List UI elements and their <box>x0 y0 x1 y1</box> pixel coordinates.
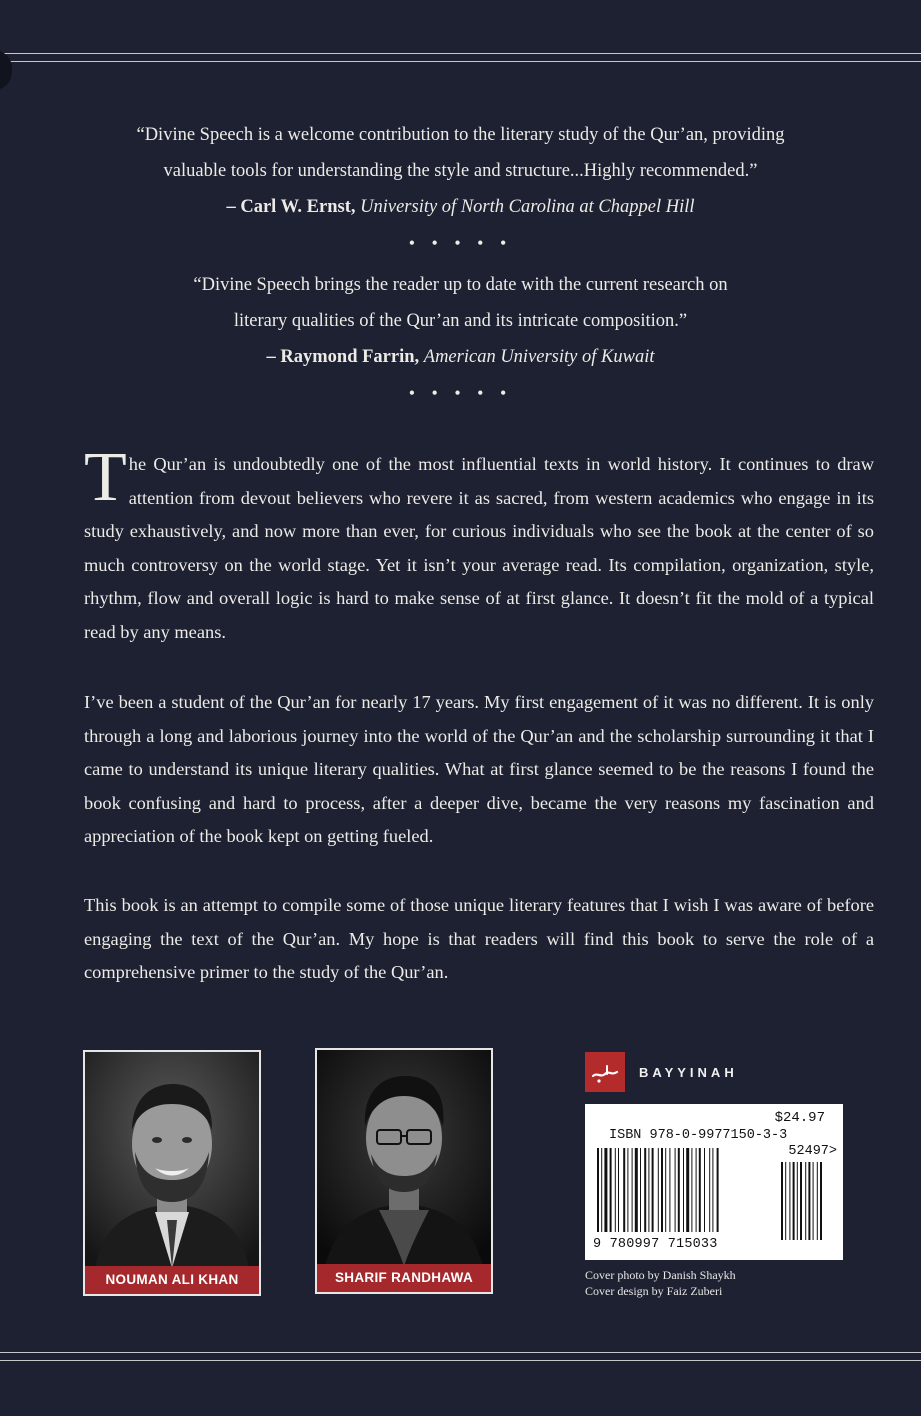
price-addon-code: 52497> <box>788 1144 837 1159</box>
description-paragraph-2 <box>84 686 874 854</box>
paragraph-text: I’ve been a student of the Qur’an for nearly 17 years. My first engagement of it was no different. It is only through a long and laborious journey into the world of the Qur’an and the scholarship surrounding it that I came to understand its unique literary qualities. What at first glance seemed to be the reasons I found the book confusing and hard to process, after a deeper dive, became the very reasons my fascination and appreciation of the book kept on getting fueled. <box>84 692 874 847</box>
praise-quote-1 <box>40 117 881 253</box>
barcode-bar <box>665 1148 666 1232</box>
barcode-bar <box>709 1148 710 1232</box>
praise-line: literary qualities of the Qur’an and its intricate composition.” <box>233 311 688 331</box>
barcode-bar <box>686 1148 689 1232</box>
praise-line: valuable tools for understanding the style and structure...Highly recommended.” <box>163 161 758 181</box>
barcode-bar <box>597 1148 599 1232</box>
design-credit: Cover design by Faiz Zuberi <box>585 1284 723 1298</box>
bottom-rule-outer <box>0 1360 921 1361</box>
barcode-bar <box>661 1148 663 1232</box>
separator-dots: • • • • • <box>408 233 513 253</box>
barcode-bar <box>648 1148 649 1232</box>
barcode-addon-bar <box>781 1162 783 1240</box>
barcode-bar <box>658 1148 659 1232</box>
separator-dots: • • • • • <box>408 383 513 403</box>
barcode-bar <box>640 1148 641 1232</box>
praise-attribution <box>40 189 881 225</box>
drop-cap: T <box>84 439 127 516</box>
praise-author: – Raymond Farrin, <box>266 347 420 367</box>
barcode-addon-bar <box>789 1162 790 1240</box>
isbn-barcode <box>585 1104 843 1260</box>
barcode-bar <box>696 1148 697 1232</box>
paragraph-text: This book is an attempt to compile some of those unique literary features that I wish I was aware of before engaging the text of the Qur’an. My hope is that readers will find this book to serve the role of a comprehensive primer to the study of the Qur’an. <box>84 895 874 983</box>
description-paragraph-1 <box>84 439 874 650</box>
isbn-label: ISBN 978-0-9977150-3-3 <box>609 1128 788 1143</box>
barcode-bar <box>712 1148 713 1232</box>
barcode-bar <box>691 1148 692 1232</box>
praise-line: “Divine Speech brings the reader up to date with the current research on <box>193 275 728 295</box>
photo-credit: Cover photo by Danish Shaykh <box>585 1268 736 1282</box>
barcode-bar <box>717 1148 719 1232</box>
praise-author: – Carl W. Ernst, <box>226 197 356 217</box>
barcode-bar <box>604 1148 607 1232</box>
description-paragraph-3 <box>84 889 874 990</box>
barcode-bar <box>678 1148 680 1232</box>
barcode-bar <box>675 1148 676 1232</box>
barcode-addon-bar <box>800 1162 802 1240</box>
barcode-bar <box>669 1148 670 1232</box>
barcode-bar <box>635 1148 638 1232</box>
barcode-bar <box>683 1148 684 1232</box>
barcode-bar <box>644 1148 646 1232</box>
price-label: $24.97 <box>774 1110 825 1126</box>
paragraph-text: he Qur’an is undoubtedly one of the most influential texts in world history. It continues to draw attention from devout believers who revere it as sacred, from western academics who engage in its study exhaustively, and now more than ever, for curious individuals who see the book at the center of so much controversy on the world stage. Yet it isn’t your average read. Its compilation, organization, style, rhythm, flow and overall logic is hard to make sense of at first glance. It doesn’t fit the mold of a typical read by any means. <box>84 454 874 642</box>
author-name-label: SHARIF RANDHAWA <box>317 1264 491 1292</box>
barcode-bar <box>699 1148 701 1232</box>
praise-attribution <box>40 339 881 375</box>
barcode-bar <box>652 1148 654 1232</box>
author-name-label: NOUMAN ALI KHAN <box>85 1266 259 1294</box>
barcode-bar <box>627 1148 628 1232</box>
barcode-bar <box>615 1148 616 1232</box>
barcode-bar <box>618 1148 619 1232</box>
top-rule-outer <box>0 53 921 54</box>
praise-quote-2 <box>40 267 881 403</box>
barcode-addon-bar <box>797 1162 798 1240</box>
author-portrait-1 <box>85 1052 259 1268</box>
barcode-bar <box>601 1148 602 1232</box>
praise-affiliation: American University of Kuwait <box>423 347 655 367</box>
barcode-bar <box>623 1148 625 1232</box>
barcode-addon-bar <box>805 1162 806 1240</box>
barcode-addon-bar <box>793 1162 795 1240</box>
barcode-addon-bar <box>813 1162 814 1240</box>
author-photo-card-1 <box>83 1050 261 1296</box>
barcode-bar <box>610 1148 612 1232</box>
praise-affiliation: University of North Carolina at Chappel Hill <box>360 197 695 217</box>
barcode-addon-bar <box>785 1162 786 1240</box>
publisher-name: BAYYINAH <box>639 1064 738 1080</box>
author-portrait-2 <box>317 1050 491 1266</box>
top-rule-inner <box>0 61 921 62</box>
barcode-bar <box>704 1148 705 1232</box>
barcode-addon-bar <box>820 1162 822 1240</box>
ean-digits: 9 780997 715033 <box>593 1237 718 1252</box>
bottom-rule-inner <box>0 1352 921 1353</box>
edge-notch <box>0 50 12 90</box>
barcode-addon-bar <box>808 1162 810 1240</box>
barcode-bar <box>632 1148 633 1232</box>
publisher-mark <box>585 1052 738 1092</box>
author-photo-card-2 <box>315 1048 493 1294</box>
praise-line: “Divine Speech is a welcome contribution to the literary study of the Qur’an, providing <box>136 125 785 145</box>
bayyinah-logo-icon <box>585 1052 625 1092</box>
barcode-addon-bar <box>817 1162 818 1240</box>
cover-credits <box>585 1267 736 1299</box>
